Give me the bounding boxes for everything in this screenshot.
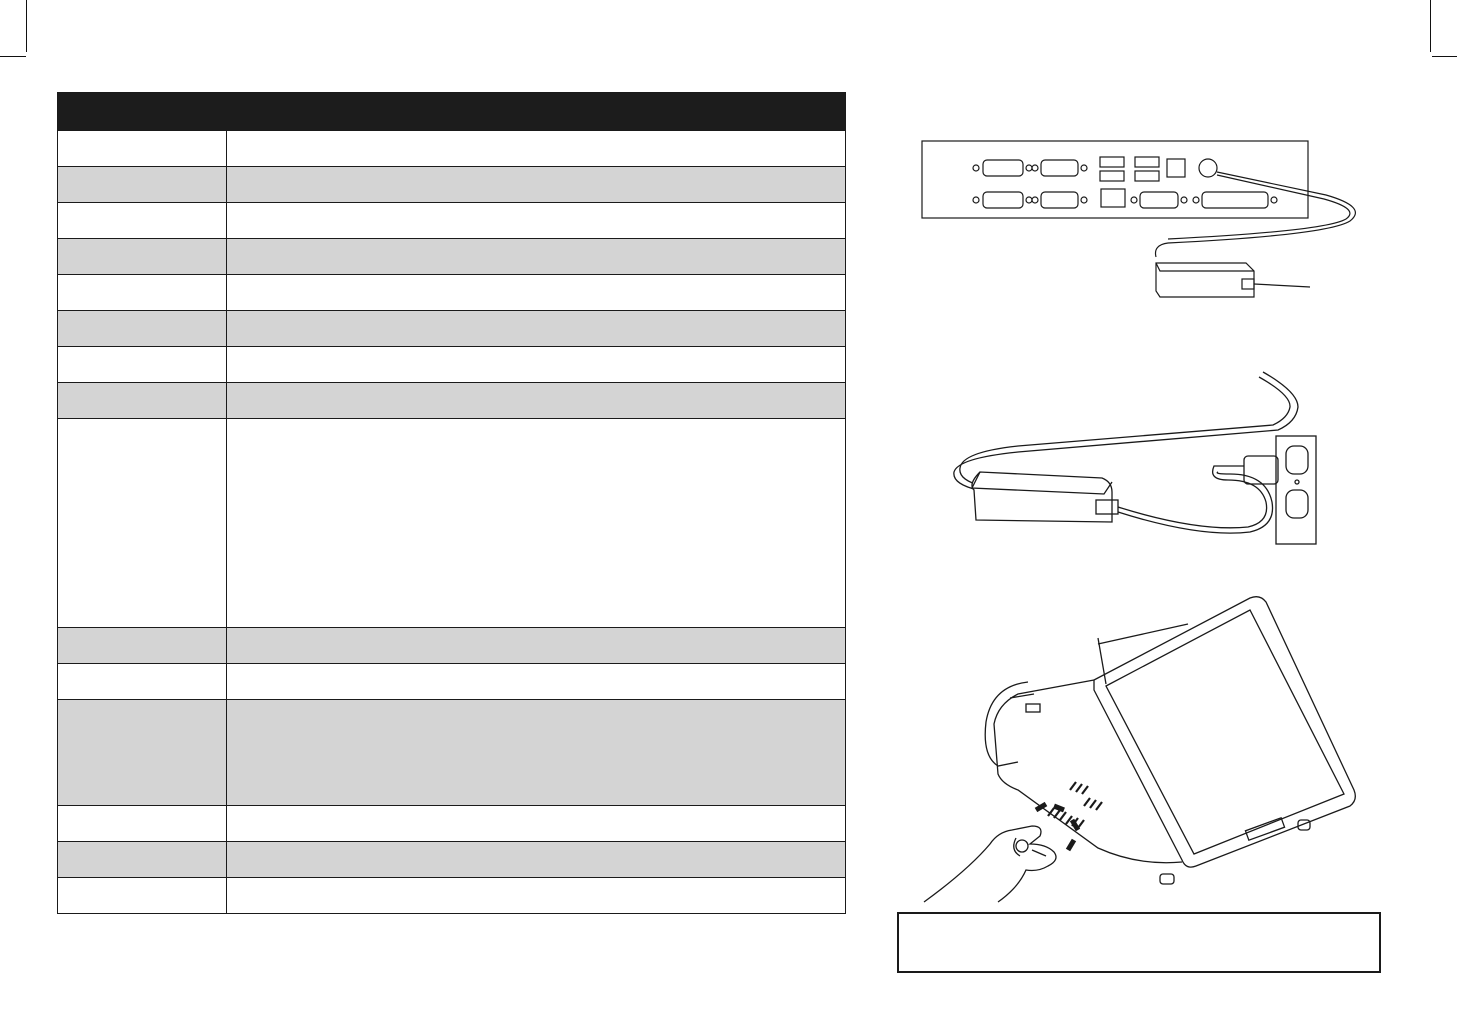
table-row	[58, 275, 846, 311]
table-header-value	[227, 93, 846, 131]
row-label	[58, 311, 227, 347]
table-row	[58, 347, 846, 383]
wall-outlet-figure	[898, 362, 1368, 552]
table-row	[58, 419, 846, 628]
table-row	[58, 203, 846, 239]
crop-mark-top-right	[1432, 56, 1457, 57]
row-label	[58, 203, 227, 239]
table-body	[58, 131, 846, 914]
io-panel-figure	[898, 135, 1368, 305]
row-label	[58, 664, 227, 700]
spec-table	[57, 92, 846, 914]
row-label	[58, 167, 227, 203]
row-label	[58, 347, 227, 383]
row-label	[58, 628, 227, 664]
row-value	[227, 842, 846, 878]
crop-mark-top-right-v	[1430, 0, 1431, 52]
table-row	[58, 700, 846, 806]
table-row	[58, 311, 846, 347]
table-row	[58, 842, 846, 878]
table-row	[58, 167, 846, 203]
row-label	[58, 275, 227, 311]
row-label	[58, 842, 227, 878]
row-value	[227, 700, 846, 806]
row-label	[58, 806, 227, 842]
row-label	[58, 700, 227, 806]
table-row	[58, 383, 846, 419]
row-value	[227, 311, 846, 347]
row-value	[227, 806, 846, 842]
table-row	[58, 878, 846, 914]
table-row	[58, 239, 846, 275]
row-value	[227, 664, 846, 700]
row-value	[227, 419, 846, 628]
row-value	[227, 347, 846, 383]
io-port-panel-with-power-adapter-icon	[898, 135, 1368, 305]
row-value	[227, 878, 846, 914]
row-label	[58, 239, 227, 275]
pos-terminal-power-button-icon	[898, 594, 1368, 906]
table-header-row	[58, 93, 846, 131]
row-value	[227, 383, 846, 419]
row-label	[58, 131, 227, 167]
row-label	[58, 419, 227, 628]
table-header-label	[58, 93, 227, 131]
row-value	[227, 628, 846, 664]
table-row	[58, 131, 846, 167]
row-value	[227, 239, 846, 275]
serial-port-icon	[973, 160, 1087, 176]
crop-mark-top-left	[0, 56, 26, 57]
table-row	[58, 664, 846, 700]
row-value	[227, 131, 846, 167]
caption-box	[897, 912, 1381, 973]
table-row	[58, 628, 846, 664]
crop-mark-top-left-v	[26, 0, 27, 52]
row-label	[58, 383, 227, 419]
row-label	[58, 878, 227, 914]
power-adapter-to-wall-outlet-icon	[898, 362, 1368, 552]
table-row	[58, 806, 846, 842]
row-value	[227, 203, 846, 239]
row-value	[227, 275, 846, 311]
row-value	[227, 167, 846, 203]
pos-terminal-figure	[898, 594, 1368, 906]
